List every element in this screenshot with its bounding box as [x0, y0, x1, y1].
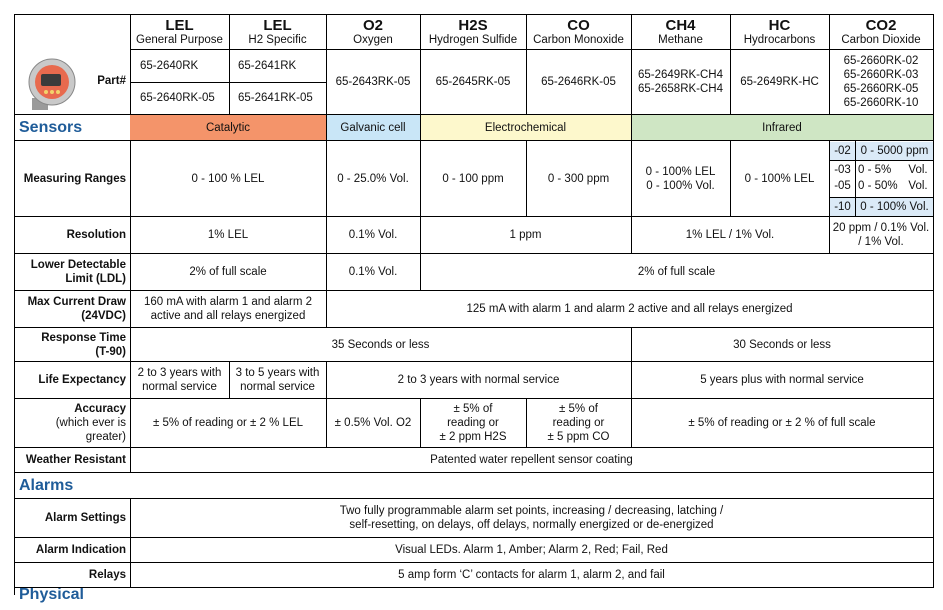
- header-ch4: [631, 14, 730, 49]
- gas-subtitle: Oxygen: [353, 33, 393, 46]
- gas-title: HC: [768, 16, 791, 34]
- accuracy-h2s: [420, 399, 526, 447]
- section-sensors: Sensors: [19, 118, 83, 136]
- label-relays: Relays: [88, 569, 126, 581]
- resolution-co2-2: / 1% Vol.: [858, 236, 904, 248]
- label-response-time: [14, 328, 130, 361]
- part-h2s: 65-2645RK-05: [435, 75, 511, 88]
- label-ldl-2: Limit (LDL): [65, 273, 126, 285]
- sensor-type-catalytic: Catalytic: [130, 115, 326, 140]
- life-gp-1: 2 to 3 years with: [137, 367, 222, 379]
- ldl-lel: 2% of full scale: [189, 266, 267, 278]
- current-lel-1: 160 mA with alarm 1 and alarm 2: [143, 296, 313, 308]
- life-gp-2: normal service: [142, 381, 217, 393]
- label-alarm-indication: Alarm Indication: [35, 544, 126, 556]
- part-lel-gp-2: 65-2640RK-05: [140, 92, 215, 104]
- label-measuring-ranges: Measuring Ranges: [23, 172, 126, 185]
- co2-unit-05: Vol.: [908, 180, 928, 192]
- part-ch4-1: 65-2649RK-CH4: [637, 68, 723, 81]
- sensor-type-galvanic: Galvanic cell: [326, 115, 420, 140]
- resolution-co2: [829, 217, 933, 253]
- gas-subtitle: Methane: [658, 33, 703, 46]
- accuracy-h2s-3: ± 2 ppm H2S: [439, 431, 507, 443]
- label-ldl-1: Lower Detectable: [30, 259, 126, 271]
- life-ir: 5 years plus with normal service: [700, 374, 864, 386]
- accuracy-co-2: reading or: [552, 417, 605, 429]
- part-lel-h2-1: 65-2641RK: [238, 60, 297, 72]
- measuring-co: 0 - 300 ppm: [547, 172, 610, 185]
- gas-subtitle: General Purpose: [136, 33, 223, 46]
- product-image: [26, 54, 78, 112]
- gas-subtitle: Carbon Monoxide: [533, 33, 624, 46]
- section-physical: Physical: [19, 588, 84, 603]
- part-lel-h2-2: 65-2641RK-05: [238, 92, 313, 104]
- alarm-settings-2: self-resetting, on delays, off delays, normally energized or de-energized: [349, 519, 714, 531]
- co2-range-02: 0 - 5000 ppm: [856, 142, 933, 160]
- sensor-type-electrochemical: Electrochemical: [420, 115, 631, 140]
- gas-title: CH4: [665, 16, 696, 34]
- part-o2: 65-2643RK-05: [335, 75, 411, 88]
- label-resolution: Resolution: [66, 229, 126, 241]
- ldl-o2: 0.1% Vol.: [348, 266, 398, 278]
- life-h2: [229, 362, 326, 398]
- life-h2-2: normal service: [240, 381, 315, 393]
- gas-subtitle: Hydrogen Sulfide: [428, 33, 518, 46]
- label-ldl: [14, 254, 130, 290]
- measuring-ch4-1: 0 - 100% LEL: [645, 165, 716, 178]
- header-h2s: [420, 14, 526, 49]
- part-hc: 65-2649RK-HC: [740, 75, 819, 88]
- header-co: [526, 14, 631, 49]
- part-co2-10: 65-2660RK-10: [843, 96, 919, 109]
- life-h2-1: 3 to 5 years with: [235, 367, 320, 379]
- resolution-lel: 1% LEL: [207, 229, 249, 241]
- label-alarm-settings: Alarm Settings: [44, 512, 126, 524]
- header-o2: [326, 14, 420, 49]
- current-lel-2: active and all relays energized: [150, 310, 306, 322]
- gas-title: CO2: [865, 16, 897, 34]
- accuracy-o2: ± 0.5% Vol. O2: [334, 417, 412, 429]
- header-co2: [829, 14, 933, 49]
- co2-code-02: -02: [830, 142, 855, 160]
- co2-range-05: 0 - 50%: [858, 180, 898, 192]
- relays-value: 5 amp form ‘C’ contacts for alarm 1, alarm 2, and fail: [398, 569, 665, 581]
- gas-title: O2: [362, 16, 383, 34]
- resolution-ch4-hc: 1% LEL / 1% Vol.: [685, 229, 775, 241]
- part-co2-05: 65-2660RK-05: [843, 82, 919, 95]
- measuring-ch4-2: 0 - 100% Vol.: [646, 179, 715, 192]
- gas-subtitle: H2 Specific: [248, 33, 307, 46]
- alarm-settings-value: [130, 499, 933, 537]
- label-response-1: Response Time: [41, 331, 126, 344]
- measuring-o2: 0 - 25.0% Vol.: [337, 172, 409, 185]
- accuracy-co-1: ± 5% of: [559, 403, 598, 415]
- co2-code-10: -10: [830, 198, 855, 216]
- label-max-current: [14, 291, 130, 327]
- label-life-expectancy: Life Expectancy: [38, 374, 126, 386]
- current-rest: 125 mA with alarm 1 and alarm 2 active and all relays energized: [466, 303, 793, 315]
- accuracy-co-3: ± 5 ppm CO: [547, 431, 610, 443]
- header-lel-general: [130, 14, 229, 49]
- header-lel-h2: [229, 14, 326, 49]
- label-weather-resistant: Weather Resistant: [25, 454, 126, 466]
- resolution-co2-1: 20 ppm / 0.1% Vol.: [832, 222, 930, 234]
- label-max-current-1: Max Current Draw: [27, 296, 126, 308]
- gas-subtitle: Hydrocarbons: [743, 33, 816, 46]
- measuring-hc: 0 - 100% LEL: [744, 172, 815, 185]
- alarm-indication-value: Visual LEDs. Alarm 1, Amber; Alarm 2, Red; Fail, Red: [395, 544, 668, 556]
- label-accuracy-1: Accuracy: [74, 403, 126, 415]
- weather-value: Patented water repellent sensor coating: [430, 454, 633, 466]
- life-gp: [130, 362, 229, 398]
- gas-title: LEL: [165, 16, 194, 34]
- co2-range-10: 0 - 100% Vol.: [856, 198, 933, 216]
- label-accuracy-3: greater): [85, 431, 126, 443]
- part-co2-03: 65-2660RK-03: [843, 68, 919, 81]
- gas-title: LEL: [263, 16, 292, 34]
- alarm-settings-1: Two fully programmable alarm set points, increasing / decreasing, latching /: [339, 505, 724, 517]
- accuracy-h2s-2: reading or: [447, 417, 499, 429]
- label-response-2: (T-90): [95, 345, 126, 358]
- gas-subtitle: Carbon Dioxide: [841, 33, 921, 46]
- part-ch4: [631, 50, 730, 113]
- label-max-current-2: (24VDC): [81, 310, 126, 322]
- current-lel: [130, 291, 326, 327]
- part-co: 65-2646RK-05: [541, 75, 616, 88]
- header-hc: [730, 14, 829, 49]
- co2-code-05: -05: [834, 180, 851, 192]
- ldl-rest: 2% of full scale: [637, 266, 716, 278]
- part-co2-02: 65-2660RK-02: [843, 54, 919, 67]
- gas-title: H2S: [458, 16, 488, 34]
- label-accuracy: [14, 399, 130, 447]
- co2-code-03: -03: [834, 164, 851, 176]
- accuracy-co: [526, 399, 631, 447]
- accuracy-lel: ± 5% of reading or ± 2 % LEL: [152, 417, 304, 429]
- resolution-tox: 1 ppm: [509, 229, 542, 241]
- measuring-ch4: [631, 141, 730, 216]
- part-label: Part#: [97, 75, 126, 87]
- resolution-o2: 0.1% Vol.: [348, 229, 398, 241]
- part-ch4-2: 65-2658RK-CH4: [637, 82, 723, 95]
- gas-title: CO: [567, 16, 590, 34]
- response-a: 35 Seconds or less: [331, 338, 430, 351]
- co2-range-03: 0 - 5%: [858, 164, 892, 176]
- section-alarms: Alarms: [19, 476, 74, 494]
- label-accuracy-2: (which ever is: [55, 417, 126, 429]
- life-mid: 2 to 3 years with normal service: [397, 374, 560, 386]
- response-b: 30 Seconds or less: [733, 338, 831, 351]
- part-co2: [829, 50, 933, 113]
- accuracy-ir: ± 5% of reading or ± 2 % of full scale: [688, 417, 876, 429]
- sensor-type-infrared: Infrared: [631, 115, 933, 140]
- accuracy-h2s-1: ± 5% of: [453, 403, 493, 415]
- measuring-lel: 0 - 100 % LEL: [191, 172, 265, 185]
- measuring-h2s: 0 - 100 ppm: [442, 172, 504, 185]
- co2-unit-03: Vol.: [908, 164, 928, 176]
- part-lel-gp-1: 65-2640RK: [140, 60, 199, 72]
